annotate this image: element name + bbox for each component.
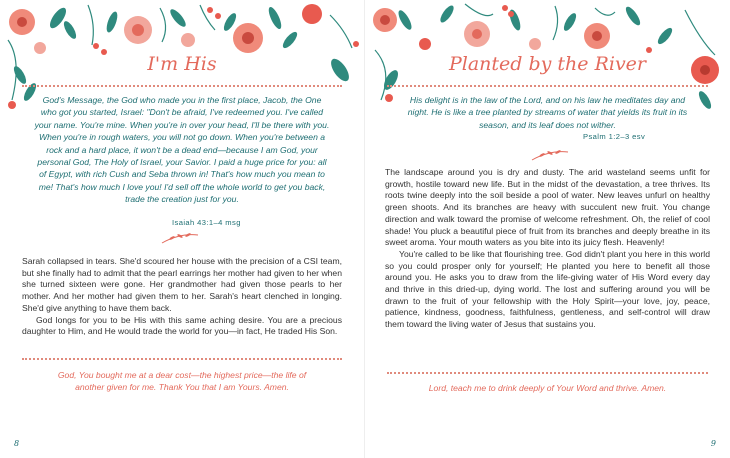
prayer-text: God, You bought me at a dear cost—the highest price—the life of another given for me. Thank You that I am Yours. Amen. — [57, 370, 307, 392]
body-paragraph: You're called to be like that flourishing tree. God didn't plant you here in this world so you could prosper only for yourself; He planted you here to benefit all those around you. He asks you to draw from the life-giving water of His Word every day and thrive in this dried-up, dying world. The lost and suffering around you will be drawn to the fruit of your fellowship with the Holy Spirit—your love, joy, peace, patience, kindness, goodness, faithfulness, gentleness, and self-control will draw them toward the living water of Jesus that sustains you. — [385, 248, 710, 330]
sprig-ornament — [160, 231, 200, 245]
page-number: 8 — [14, 439, 20, 448]
scripture-passage: His delight is in the law of the Lord, and on his law he meditates day and night. He is like a tree planted by streams of water that yields its fruit in its season, and its leaf does not wither. — [407, 95, 688, 130]
right-page — [365, 0, 730, 458]
scripture-reference: Isaiah 43:1–4 msg — [172, 218, 241, 227]
dotted-divider — [22, 85, 342, 87]
dotted-divider — [387, 85, 708, 87]
body-paragraph: Sarah collapsed in tears. She'd scoured her house with the precision of a CSI team, but she finally had to admit that the pearl earrings her mother had given to her when she turned sixteen were gone. Her grandmother had given those pearls to her mother. And her mother had given them to her. Sarah's heart clenched in longing. She'd give anything to have them back. — [22, 256, 342, 313]
dotted-divider — [387, 372, 708, 374]
sprig-ornament — [530, 148, 570, 162]
scripture-reference: Psalm 1:2–3 esv — [583, 132, 646, 141]
page-title: Planted by the River — [448, 53, 647, 75]
body-text — [22, 256, 342, 338]
body-text — [385, 167, 710, 331]
body-paragraph: The landscape around you is dry and dusty. The arid wasteland seems unfit for growth, hostile toward new life. But in the midst of the devastation, a tree thrives. Its roots twine deeply into the soil beside a pool of water. New leaves unfurl on healthy green shoots. And its branches are heavy with succulent new fruit. You change direction and walk toward the promise of welcome refreshment. Oh, the relief of cool shade! You pluck a beautiful piece of fruit from its branches and deeply breathe in its sweet aroma. Your mouth waters as you bite into its juicy flesh. Heavenly! — [385, 167, 710, 248]
page-number: 9 — [710, 439, 716, 448]
body-paragraph: God longs for you to be His with this same aching desire. You are a precious daughter to Him, and He would trade the world for you—in fact, He traded His Son. — [22, 314, 342, 337]
page-title: I'm His — [147, 53, 217, 75]
scripture-passage: God's Message, the God who made you in the first place, Jacob, the One who got you started, Israel: "Don't be afraid, I've redeemed you. I've called your name. You're mine. When you're in over your head, I'll be there with you. When you're in rough waters, you will not go down. When you're between a rock and a hard place, it won't be a dead end—because I am God, your personal God, The Holy of Israel, your Savior. I paid a huge price for you: all of Egypt, with rich Cush and Seba thrown in! That's how much you mean to me! That's how much I love you! I'd sell off the whole world to get you back, trade the creation just for you. — [34, 95, 330, 205]
dotted-divider — [22, 358, 342, 360]
prayer-text: Lord, teach me to drink deeply of Your Word and thrive. Amen. — [428, 383, 667, 393]
